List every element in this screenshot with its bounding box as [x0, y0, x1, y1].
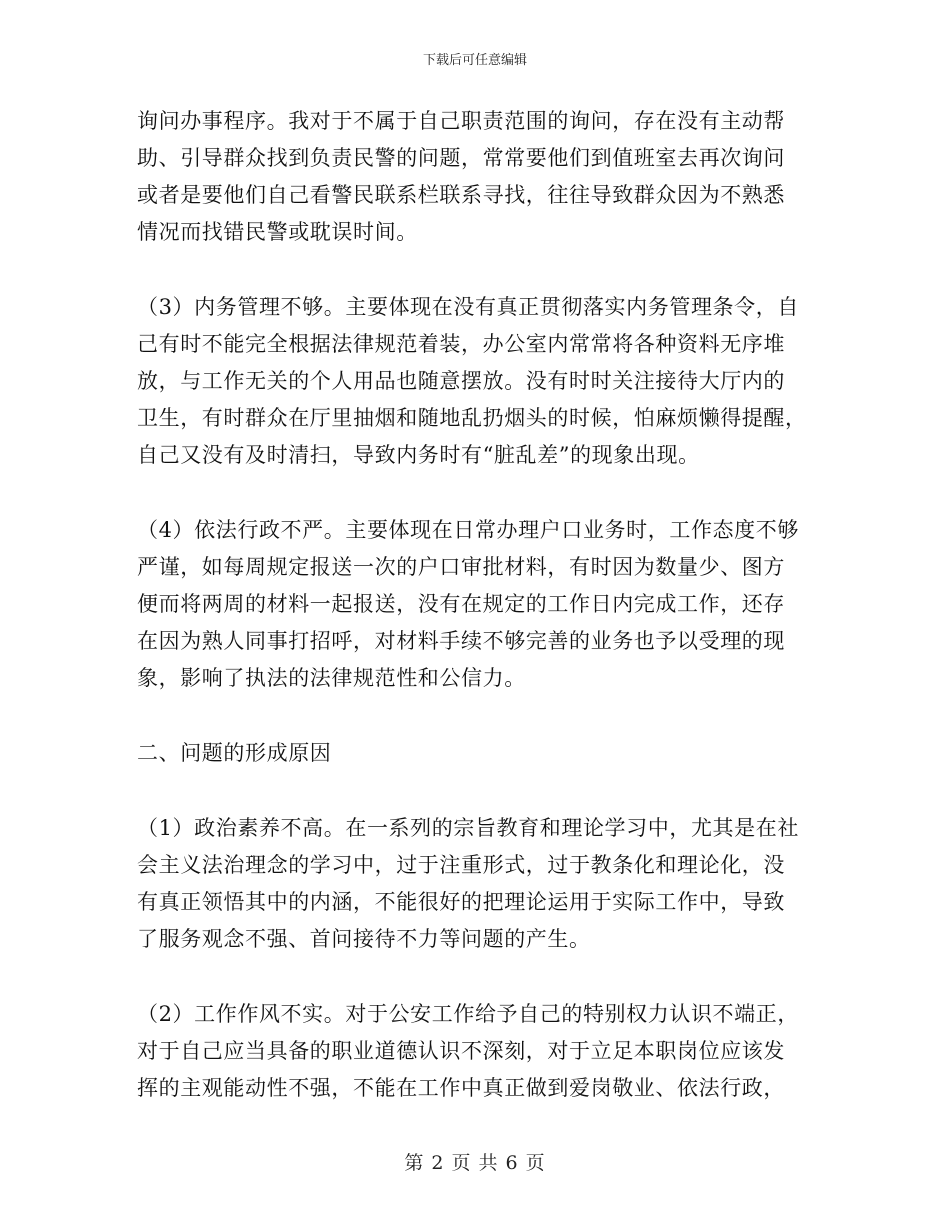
page-header: 下载后可任意编辑 [422, 53, 527, 68]
paragraph-law-enforcement: （4）依法行政不严。主要体现在日常办理户口业务时，工作态度不够 严谨，如每周规定报送一次的户口审批材料，有时因为数量少、图方 便而将两周的材料一起报送，没有在规定的工作日内完成工作，还存 在因为熟人同事打招呼，对材料手续不够完善的业务也予以受理的现 象，影响了执法的法律规范性和公信力。 [137, 518, 799, 690]
document-body [137, 103, 815, 1107]
paragraph-internal-affairs: （3）内务管理不够。主要体现在没有真正贯彻落实内务管理条令，自 己有时不能完全根据法律规范着装，办公室内常常将各种资料无序堆 放，与工作无关的个人用品也随意摆放。没有时时关注接待大厅内的 卫生，有时群众在厅里抽烟和随地乱扔烟头的时候，怕麻烦懒得提醒， 自己又没有及时清扫，导致内务时有“脏乱差”的现象出现。 [137, 295, 807, 467]
section-heading-causes: 二、问题的形成原因 [137, 741, 332, 765]
paragraph-political-literacy: （1）政治素养不高。在一系列的宗旨教育和理论学习中，尤其是在社 会主义法治理念的学习中，过于注重形式，过于教条化和理论化，没 有真正领悟其中的内涵，不能很好的把理论运用于实际工作中，导致 了服务观念不强、首问接待不力等问题的产生。 [137, 816, 799, 951]
paragraph-work-style: （2）工作作风不实。对于公安工作给予自己的特别权力认识不端正， 对于自己应当具备的职业道德认识不深刻，对于立足本职岗位应该发 挥的主观能动性不强，不能在工作中真正做到爱岗敬业、依法行政， [137, 1002, 799, 1100]
page-number: 第 2 页 共 6 页 [404, 1152, 546, 1174]
paragraph-service-inquiry: 询问办事程序。我对于不属于自己职责范围的询问，存在没有主动帮 助、引导群众找到负责民警的问题，常常要他们到值班室去再次询问 或者是要他们自己看警民联系栏联系寻找，往往导致群众因为不熟悉 情况而找错民警或耽误时间。 [137, 109, 785, 244]
